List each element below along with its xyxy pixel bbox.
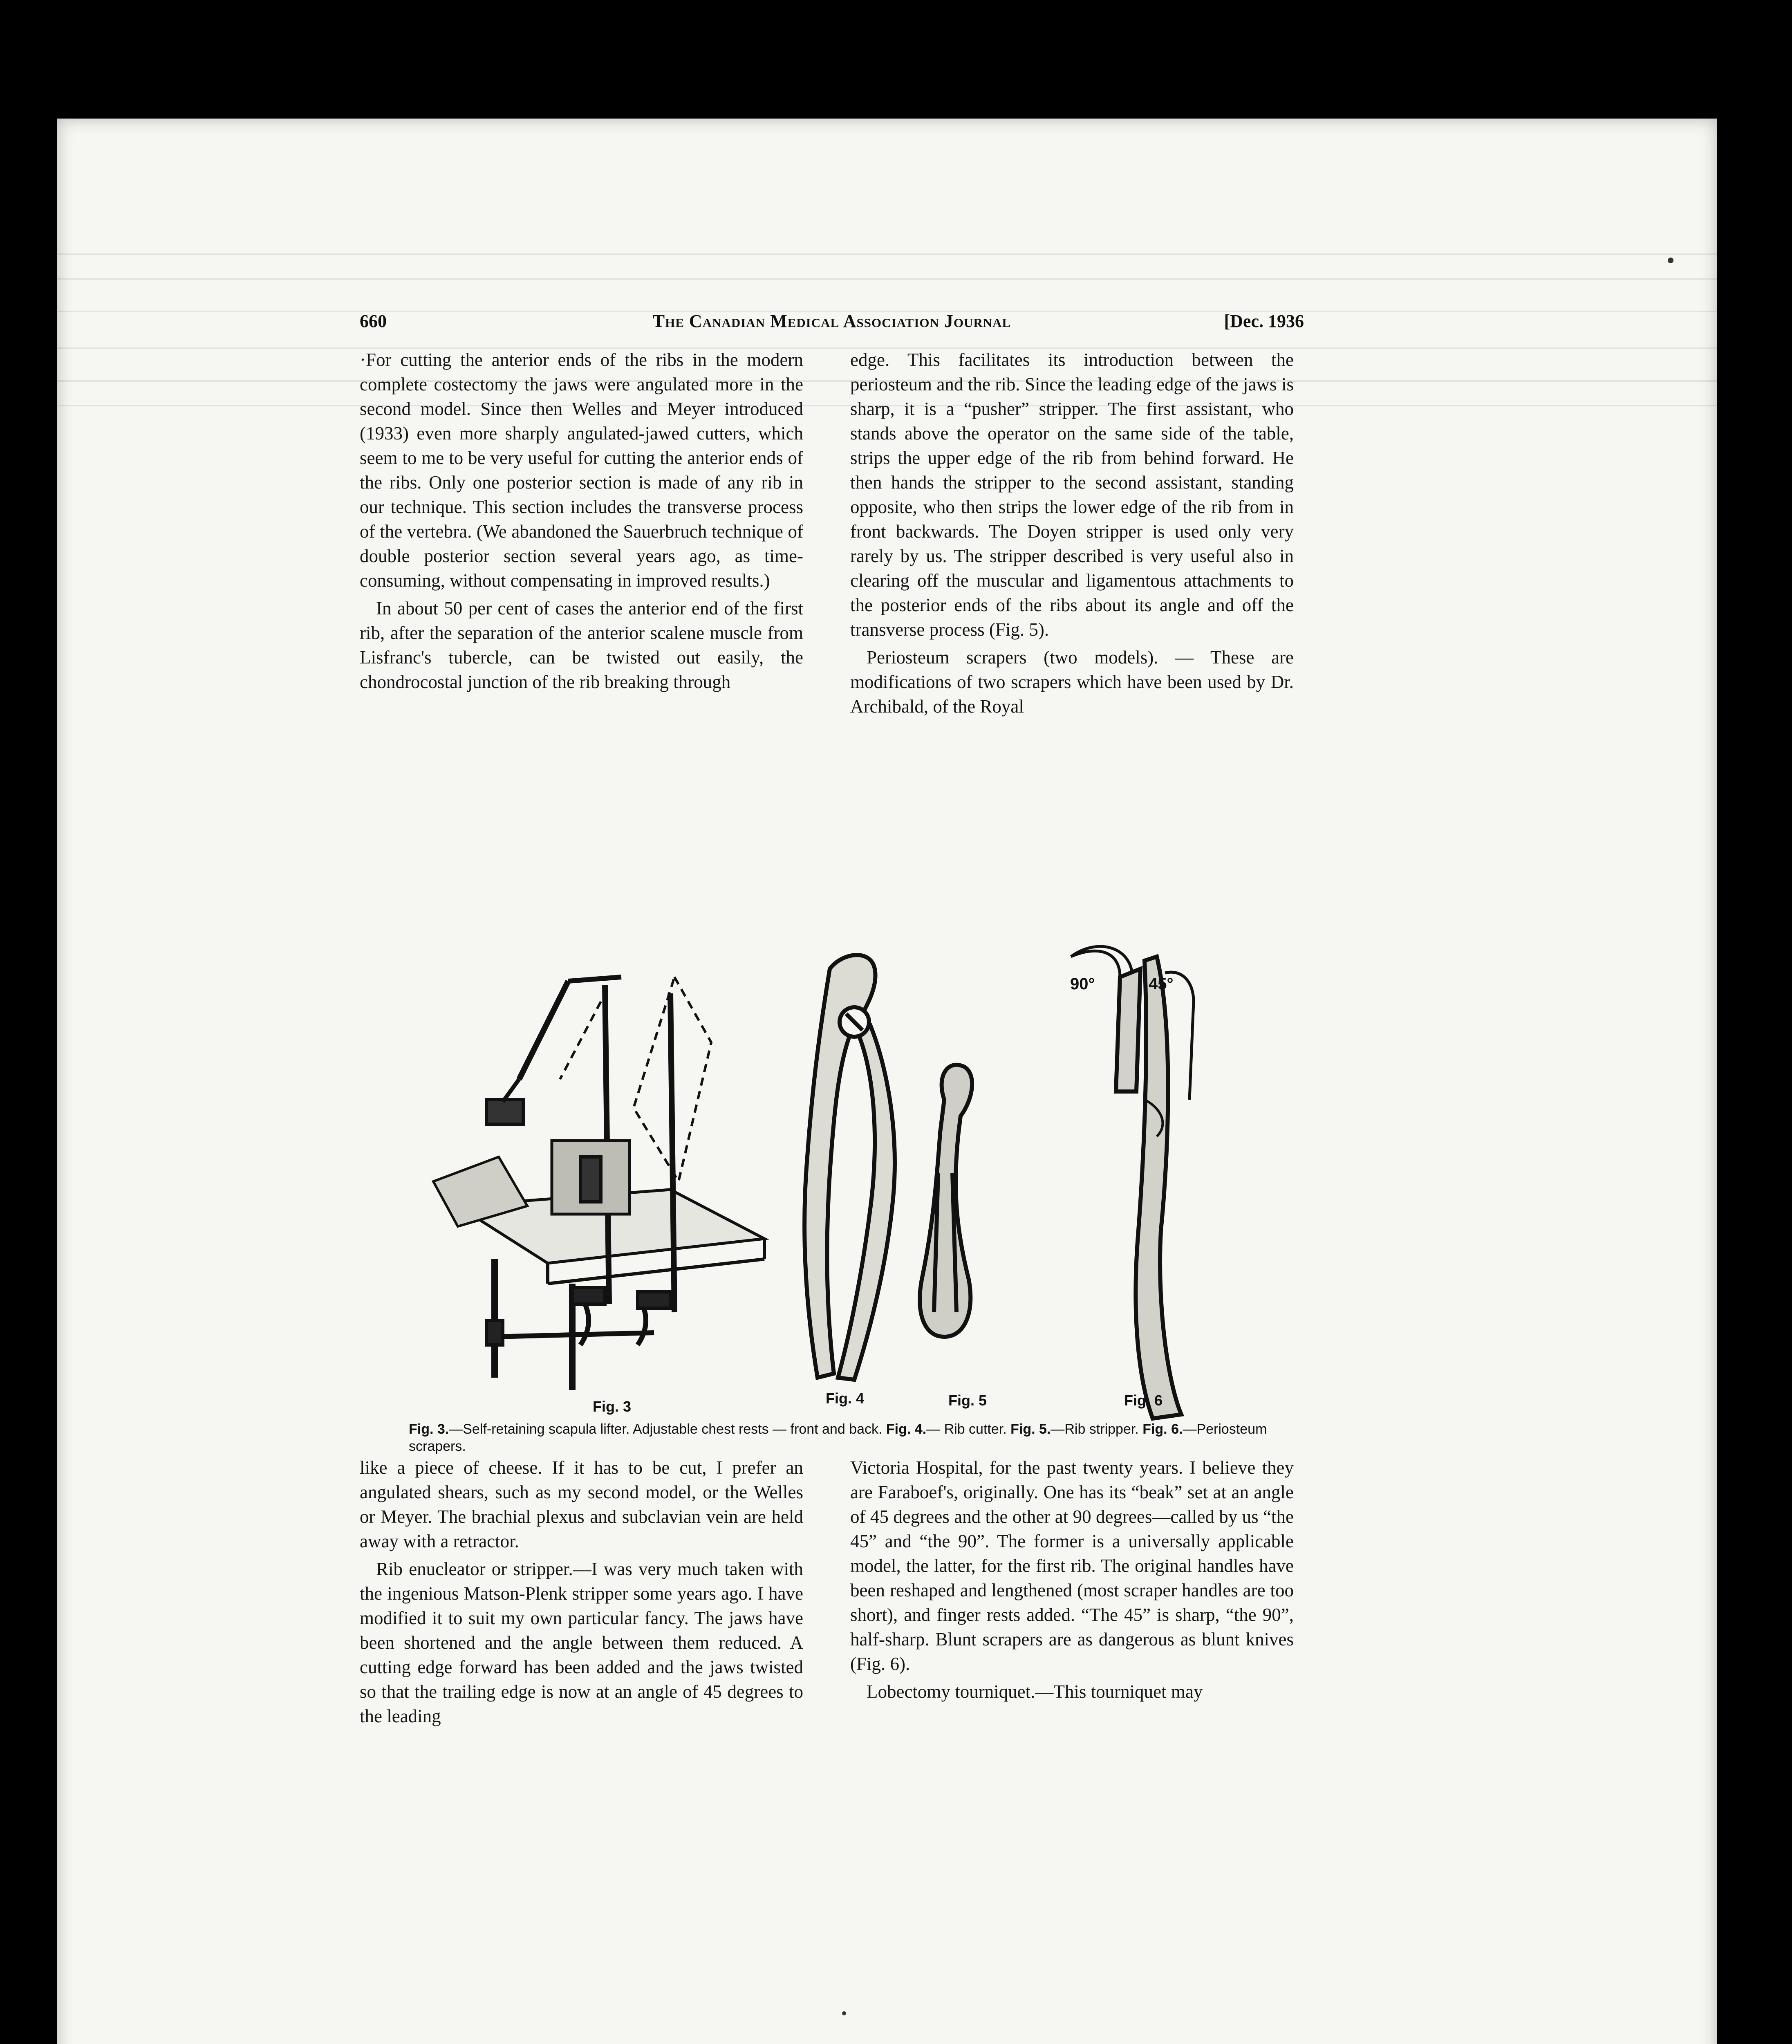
fig4-label: Fig. 4 xyxy=(826,1390,865,1407)
figure-panel xyxy=(425,944,1267,1423)
paragraph: ·For cutting the anterior ends of the ribs in the modern complete costectomy the jaws were angulated more in the second model. Since then Welles and Meyer introduced (1933) even more sharply angulated-jawed cutters, which seem to me to be very useful for cutting the anterior ends of the ribs. Only one posterior section is made of any rib in our technique. This section includes the transverse process of the vertebra. (We abandoned the Sauerbruch technique of double posterior section several years ago, as time-consuming, without compensating in improved results.) xyxy=(360,350,803,591)
paragraph: edge. This facilitates its introduction between the periosteum and the rib. Since the leading edge of the jaws is sharp, it is a “pusher” stripper. The first assistant, who stands above the operator on the same side of the table, strips the upper edge of the rib from behind forward. He then hands the stripper to the second assistant, standing opposite, who then strips the lower edge of the rib from in front backwards. The Doyen stripper is used only very rarely by us. The stripper described is very useful also in clearing off the muscular and ligamentous attachments to the posterior ends of the ribs about its angle and off the transverse process (Fig. 5). xyxy=(850,350,1294,640)
fig6-periosteum-scrapers-drawing xyxy=(1071,946,1194,1419)
fig3-label: Fig. 3 xyxy=(593,1398,632,1415)
column-bottom-right xyxy=(850,1455,1294,1707)
fig6-label: Fig. 6 xyxy=(1124,1392,1163,1409)
caption-fig3-text: —Self-retaining scapula lifter. Adjustable chest rests — front and back. xyxy=(449,1421,883,1437)
page-number: 660 xyxy=(360,311,387,331)
column-top-left xyxy=(360,347,803,697)
dust-speck xyxy=(1668,258,1673,263)
issue-date: [Dec. 1936 xyxy=(1224,311,1304,331)
paragraph: Rib enucleator or stripper.—I was very much taken with the ingenious Matson-Plenk stripper some years ago. I have modified it to suit my own particular fancy. The jaws have been shortened and the angle between them reduced. A cutting edge forward has been added and the jaws twisted so that the trailing edge is now at an angle of 45 degrees to the leading xyxy=(360,1559,803,1726)
caption-fig6-text: —Periosteum scrapers. xyxy=(409,1421,1267,1454)
figure-caption xyxy=(409,1421,1284,1455)
angle-45-label: 45° xyxy=(1149,975,1174,993)
angle-90-label: 90° xyxy=(1070,975,1095,993)
caption-fig5-text: —Rib stripper. xyxy=(1051,1421,1139,1437)
column-bottom-left xyxy=(360,1455,803,1732)
paragraph: Victoria Hospital, for the past twenty years. I believe they are Faraboef's, originally. One has its “beak” set at an angle of 45 degrees and the other at 90 degrees—called by us “the 45” and “the 90”. The former is a universally applicable model, the latter, for the first rib. The original handles have been reshaped and lengthened (most scraper handles are too short), and finger rests added. “The 45” is sharp, “the 90”, half-sharp. Blunt scrapers are as dangerous as blunt knives (Fig. 6). xyxy=(850,1457,1294,1674)
paragraph: Lobectomy tourniquet.—This tourniquet may xyxy=(867,1681,1203,1702)
fig5-label: Fig. 5 xyxy=(948,1392,987,1409)
paragraph xyxy=(850,645,1294,719)
journal-title: The Canadian Medical Association Journal xyxy=(652,311,1011,331)
dust-speck xyxy=(842,2011,846,2015)
caption-fig3: Fig. 3. xyxy=(409,1421,449,1437)
caption-fig6: Fig. 6. xyxy=(1142,1421,1183,1437)
fig3-scapula-lifter-drawing xyxy=(433,977,764,1390)
fig4-rib-cutter-drawing xyxy=(804,955,895,1380)
caption-fig4-text: — Rib cutter. xyxy=(926,1421,1007,1437)
instrument-illustrations xyxy=(425,944,1267,1423)
caption-fig5: Fig. 5. xyxy=(1010,1421,1051,1437)
paragraph: In about 50 per cent of cases the anterior end of the first rib, after the separation of the anterior scalene muscle from Lisfranc's tubercle, can be twisted out easily, the chondrocostal junction of the rib breaking through xyxy=(360,598,803,692)
column-top-right xyxy=(850,347,1294,722)
paragraph: like a piece of cheese. If it has to be cut, I prefer an angulated shears, such as my second model, or the Welles or Meyer. The brachial plexus and subclavian vein are held away with a retractor. xyxy=(360,1457,803,1551)
paragraph-text: Periosteum scrapers (two models). — These are modifications of two scrapers which have been used by Dr. Archibald, of the Royal xyxy=(850,647,1294,717)
caption-fig4: Fig. 4. xyxy=(886,1421,927,1437)
fig5-rib-stripper-drawing xyxy=(920,1065,972,1337)
running-header xyxy=(360,311,1304,339)
